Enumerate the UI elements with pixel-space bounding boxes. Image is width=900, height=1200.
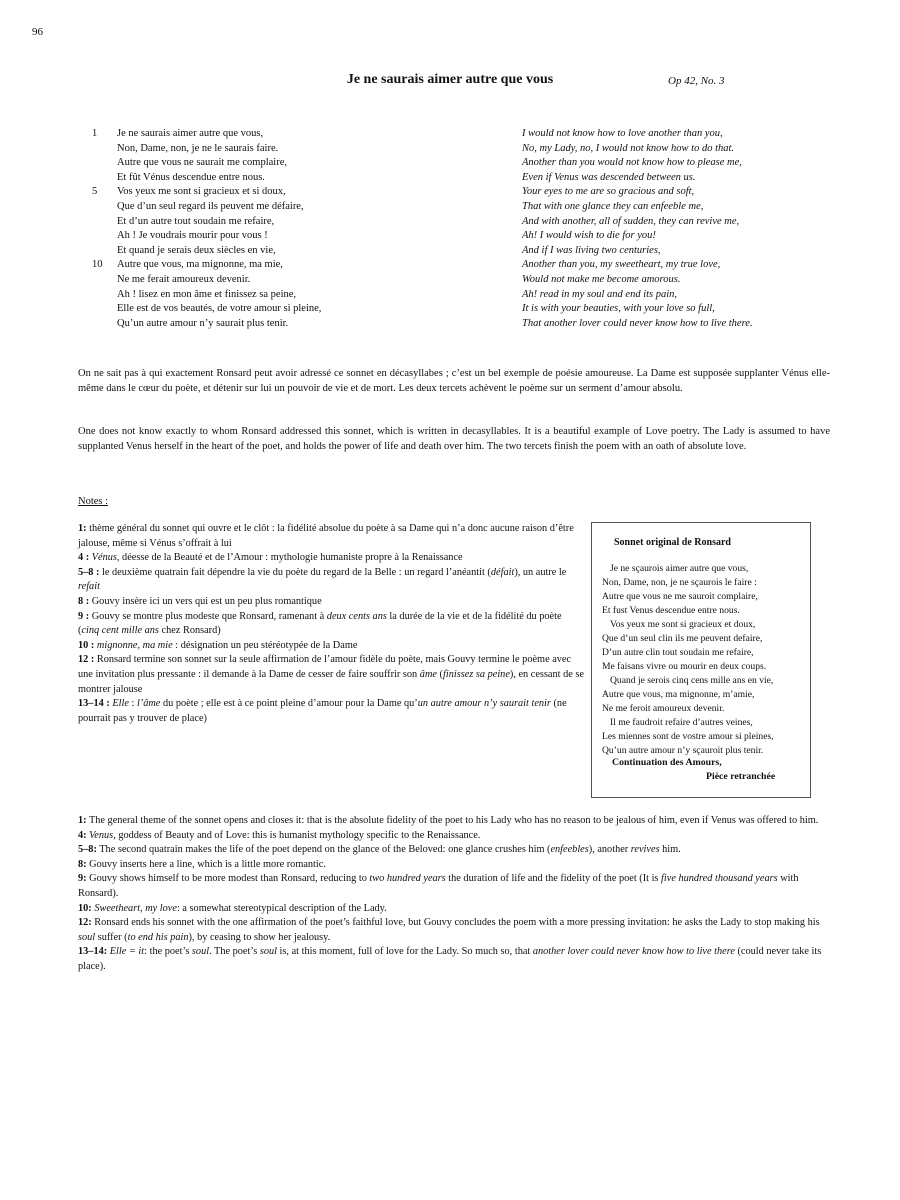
line-number bbox=[92, 317, 117, 332]
poem-line: And if I was living two centuries, bbox=[522, 244, 661, 256]
note-text: Elle = it bbox=[109, 946, 145, 958]
line-number bbox=[92, 200, 117, 215]
poem-line bbox=[92, 215, 492, 230]
poem-line bbox=[92, 302, 492, 317]
line-text: Vos yeux me sont si gracieux et si doux, bbox=[117, 186, 286, 198]
poem-line bbox=[92, 229, 492, 244]
poem-line bbox=[92, 258, 492, 273]
note-text: la durée de la vie et de la fidélité du poète ( bbox=[78, 610, 562, 637]
note-key: 9 : bbox=[78, 610, 90, 622]
note-key: 10 : bbox=[78, 639, 95, 651]
note-text: (ne pourrait pas y trouver de place) bbox=[78, 698, 567, 724]
line-number bbox=[92, 244, 117, 259]
note-key: 5–8: bbox=[78, 844, 97, 856]
note-text: âme bbox=[419, 668, 437, 680]
poem-line bbox=[92, 244, 492, 259]
original-sonnet-line: Autre que vous, ma mignonne, m’amie, bbox=[602, 689, 755, 700]
original-sonnet-line: D’un autre clin tout soudain me refaire, bbox=[602, 647, 754, 658]
poem-line bbox=[92, 171, 492, 186]
original-sonnet-line: Les miennes sont de vostre amour si pleines, bbox=[602, 731, 774, 742]
note-text: him. bbox=[659, 844, 681, 856]
poem-line bbox=[92, 317, 492, 332]
original-sonnet-lines bbox=[602, 562, 774, 758]
line-number bbox=[92, 156, 117, 171]
note-text: The second quatrain makes the life of the poet depend on the glance of the Beloved: one glance crushes him ( bbox=[96, 844, 551, 856]
note-key: 5–8 : bbox=[78, 566, 100, 578]
line-number bbox=[92, 142, 117, 157]
note-key: 1: bbox=[78, 523, 87, 534]
note-text: suffer ( bbox=[95, 931, 128, 943]
poem-line bbox=[92, 142, 492, 157]
note-text: ( bbox=[436, 668, 443, 680]
poem-line: It is with your beauties, with your love so full, bbox=[522, 303, 715, 315]
original-sonnet-line: Qu’un autre amour n’y sçauroit plus tenir. bbox=[602, 745, 764, 756]
notes-heading: Notes : bbox=[78, 496, 109, 507]
original-sonnet-line: Me faisans vivre ou mourir en deux coups. bbox=[602, 661, 767, 672]
poem-line: Another than you, my sweetheart, my true love, bbox=[522, 259, 721, 271]
note-item bbox=[78, 610, 584, 639]
line-text: Et fût Vénus descendue entre nous. bbox=[117, 171, 265, 183]
poem-line: Ah! I would wish to die for you! bbox=[522, 230, 656, 242]
note-key: 8 : bbox=[78, 595, 90, 607]
note-text: ), by ceasing to show her jealousy. bbox=[188, 931, 331, 943]
original-sonnet-title: Sonnet original de Ronsard bbox=[614, 537, 731, 548]
note-text: Sweetheart, my love bbox=[94, 902, 177, 914]
note-text: revives bbox=[630, 844, 660, 856]
note-item bbox=[78, 829, 832, 844]
line-text: Autre que vous ne saurait me complaire, bbox=[117, 157, 287, 169]
note-item bbox=[78, 814, 832, 829]
poem-line: No, my Lady, no, I would not know how to do that. bbox=[522, 142, 735, 154]
note-text: soul bbox=[78, 931, 96, 943]
line-number bbox=[92, 229, 117, 244]
note-key: 4 : bbox=[78, 552, 90, 564]
original-sonnet-source-detail: Pièce retranchée bbox=[706, 771, 776, 782]
note-text: another lover could never know how to live there bbox=[532, 946, 735, 958]
line-text: Que d’un seul regard ils peuvent me défaire, bbox=[117, 200, 304, 212]
note-key: 10: bbox=[78, 902, 92, 914]
note-text: un autre amour n’y saurait tenir bbox=[417, 698, 551, 710]
note-text: is, at this moment, full of love for the Lady. So much so, that bbox=[276, 946, 533, 958]
original-sonnet-line: Ne me feroit amoureux devenir. bbox=[602, 703, 725, 714]
notes-english bbox=[78, 814, 832, 975]
note-text: le deuxième quatrain fait dépendre la vie du poète du regard de la Belle : un regard l’anéantit ( bbox=[99, 566, 491, 578]
line-text: Ah ! Je voudrais mourir pour vous ! bbox=[117, 230, 268, 242]
note-item bbox=[78, 945, 832, 974]
note-item bbox=[78, 872, 832, 901]
note-text: Elle bbox=[112, 698, 129, 710]
opus-number: Op 42, No. 3 bbox=[668, 75, 725, 87]
note-key: 12 : bbox=[78, 654, 95, 666]
poem-line bbox=[92, 273, 492, 288]
note-text: soul bbox=[259, 946, 277, 958]
note-text: Ronsard termine son sonnet sur la seule affirmation de l’amour fidèle du poète, mais Gouvy termine le poème avec une invitation plus pressante : il demande à la Dame de cesser de faire souffrir son bbox=[78, 654, 572, 680]
poem-line bbox=[92, 185, 492, 200]
note-text: , goddess of Beauty and of Love: this is humanist mythology specific to the Renaissance. bbox=[113, 829, 481, 841]
note-text: the duration of life and the fidelity of the poet (It is bbox=[445, 873, 662, 885]
note-key: 13–14 : bbox=[78, 698, 110, 710]
poem-english bbox=[522, 127, 852, 331]
line-number bbox=[92, 171, 117, 186]
poem-line: Even if Venus was descended between us. bbox=[522, 171, 696, 183]
notes-french bbox=[78, 522, 584, 726]
line-text: Qu’un autre amour n’y saurait plus tenir. bbox=[117, 317, 289, 329]
poem-line: That with one glance they can enfeeble me, bbox=[522, 200, 704, 212]
original-sonnet-line: Non, Dame, non, je ne sçaurois le faire : bbox=[602, 577, 757, 588]
note-key: 13–14: bbox=[78, 946, 108, 958]
note-text: (could never take its place). bbox=[78, 946, 822, 972]
original-sonnet-line: Vos yeux me sont si gracieux et doux, bbox=[610, 619, 756, 630]
note-text: Gouvy shows himself to be more modest than Ronsard, reducing to bbox=[86, 873, 370, 885]
note-text: five hundred thousand years bbox=[661, 873, 778, 885]
note-text: Ronsard ends his sonnet with the one affirmation of the poet’s faithful love, but Gouvy concludes the poem with a more pressing invitation: he asks the Lady to stop making his bbox=[91, 917, 820, 929]
note-key: 1: bbox=[78, 815, 87, 826]
poem-line: That another lover could never know how to live there. bbox=[522, 317, 753, 329]
note-text: soul bbox=[191, 946, 210, 958]
note-text: Venus bbox=[89, 829, 114, 841]
page-title: Je ne saurais aimer autre que vous bbox=[346, 72, 554, 87]
poem-line bbox=[92, 288, 492, 303]
original-sonnet-line: Que d’un seul clin ils me peuvent defaire, bbox=[602, 633, 763, 644]
line-number: 10 bbox=[92, 259, 103, 271]
note-text: Gouvy insère ici un vers qui est un peu plus romantique bbox=[89, 595, 322, 607]
poem-line: I would not know how to love another than you, bbox=[522, 128, 723, 139]
line-number: 1 bbox=[92, 128, 98, 139]
note-text: to end his pain bbox=[127, 931, 189, 943]
note-item bbox=[78, 902, 832, 917]
line-number bbox=[92, 288, 117, 303]
note-text: , déesse de la Beauté et de l’Amour : mythologie humaniste propre à la Renaissance bbox=[116, 552, 463, 564]
note-key: 4: bbox=[78, 829, 87, 841]
original-sonnet-line: Je ne sçaurois aimer autre que vous, bbox=[610, 563, 749, 574]
line-number bbox=[92, 215, 117, 230]
poem-line: Your eyes to me are so gracious and soft, bbox=[522, 186, 695, 198]
page-number: 96 bbox=[32, 26, 43, 38]
intro-french: On ne sait pas à qui exactement Ronsard peut avoir adressé ce sonnet en décasyllabes ; c’est un bel exemple de poésie amoureuse. La Dame est supposée supplanter Vénus elle-même dans le cœur du poète, et détenir sur lui un pouvoir de vie et de mort. Les deux tercets achèvent le poème sur un serment d’amour absolu. bbox=[78, 368, 830, 394]
note-text: two hundred years bbox=[369, 873, 446, 885]
note-item bbox=[78, 522, 584, 551]
note-item bbox=[78, 916, 832, 945]
line-number: 5 bbox=[92, 186, 98, 198]
note-text: ), another bbox=[588, 844, 631, 856]
line-text: Et quand je serais deux siècles en vie, bbox=[117, 244, 276, 256]
note-text: : désignation un peu stéréotypée de la Dame bbox=[172, 639, 358, 651]
note-text: with Ronsard). bbox=[78, 873, 799, 899]
line-text: Je ne saurais aimer autre que vous, bbox=[117, 128, 264, 139]
original-sonnet-line: Il me faudroit refaire d’autres veines, bbox=[610, 717, 753, 728]
note-text: l’âme bbox=[136, 698, 161, 710]
original-sonnet-source: Continuation des Amours, bbox=[612, 757, 722, 768]
note-text: finissez sa peine bbox=[442, 668, 510, 680]
note-text: refait bbox=[78, 581, 100, 593]
note-key: 12: bbox=[78, 917, 92, 929]
note-text: Gouvy se montre plus modeste que Ronsard, ramenant à bbox=[89, 610, 327, 622]
line-number bbox=[92, 273, 117, 288]
note-text: ), un autre le bbox=[514, 566, 567, 578]
original-sonnet-line: Et fust Venus descendue entre nous. bbox=[602, 605, 740, 616]
poem-line: Another than you would not know how to please me, bbox=[522, 157, 742, 169]
note-text: ), en cessant de se montrer jalouse bbox=[78, 668, 584, 695]
note-item bbox=[78, 697, 584, 726]
note-item bbox=[78, 566, 584, 595]
note-text: The general theme of the sonnet opens and closes it: that is the absolute fidelity of the poet to his Lady who has no reason to be jealous of him, even if Venus was offered to him. bbox=[86, 815, 819, 826]
intro-english: One does not know exactly to whom Ronsard addressed this sonnet, which is written in decasyllables. It is a beautiful example of Love poetry. The Lady is assumed to have supplanted Venus herself in the heart of the poet, and holds the power of life and death over him. The two tercets finish the poem with an oath of absolute love. bbox=[78, 426, 830, 452]
note-text: : a somewhat stereotypical description of the Lady. bbox=[176, 902, 387, 914]
note-text: cinq cent mille ans bbox=[81, 625, 159, 637]
line-text: Elle est de vos beautés, de votre amour si pleine, bbox=[117, 303, 322, 315]
note-item bbox=[78, 639, 584, 654]
note-key: 9: bbox=[78, 873, 87, 885]
original-sonnet-box bbox=[591, 522, 811, 798]
note-item bbox=[78, 843, 832, 858]
poem-line bbox=[92, 127, 492, 142]
poem-line: And with another, all of sudden, they can revive me, bbox=[522, 215, 740, 227]
note-text: : the poet’s bbox=[144, 946, 192, 958]
poem-line: Ah! read in my soul and end its pain, bbox=[522, 288, 678, 300]
original-sonnet-line: Quand je serois cinq cens mille ans en vie, bbox=[610, 675, 774, 686]
note-text: : bbox=[128, 698, 137, 710]
line-text: Ah ! lisez en mon âme et finissez sa peine, bbox=[117, 288, 297, 300]
line-number bbox=[92, 302, 117, 317]
note-item bbox=[78, 595, 584, 610]
line-text: Ne me ferait amoureux devenir. bbox=[117, 273, 251, 285]
original-sonnet-line: Autre que vous ne me sauroit complaire, bbox=[602, 591, 758, 602]
note-item bbox=[78, 858, 832, 873]
note-text: enfeebles bbox=[550, 844, 589, 856]
note-text: défait bbox=[490, 566, 515, 578]
note-text: Gouvy inserts here a line, which is a little more romantic. bbox=[86, 858, 326, 870]
line-text: Et d’un autre tout soudain me refaire, bbox=[117, 215, 275, 227]
note-text: Vénus bbox=[91, 552, 117, 564]
note-text: du poète ; elle est à ce point pleine d’amour pour la Dame qu’ bbox=[160, 698, 418, 710]
note-text: deux cents ans bbox=[326, 610, 387, 622]
line-text: Non, Dame, non, je ne le saurais faire. bbox=[117, 142, 279, 154]
note-text: mignonne, ma mie bbox=[96, 639, 173, 651]
note-item bbox=[78, 551, 584, 566]
line-text: Autre que vous, ma mignonne, ma mie, bbox=[117, 259, 283, 271]
poem-line: Would not make me become amorous. bbox=[522, 273, 681, 285]
note-text: thème général du sonnet qui ouvre et le clôt : la fidélité absolue du poète à sa Dame qui n’a donc aucune raison d’être jalouse, même si Vénus s’offrait à lui bbox=[78, 523, 574, 549]
poem-line bbox=[92, 200, 492, 215]
note-key: 8: bbox=[78, 858, 87, 870]
note-text: chez Ronsard) bbox=[158, 625, 221, 637]
note-text: . The poet’s bbox=[209, 946, 260, 958]
poem-line bbox=[92, 156, 492, 171]
note-item bbox=[78, 653, 584, 697]
poem-french bbox=[92, 127, 492, 331]
